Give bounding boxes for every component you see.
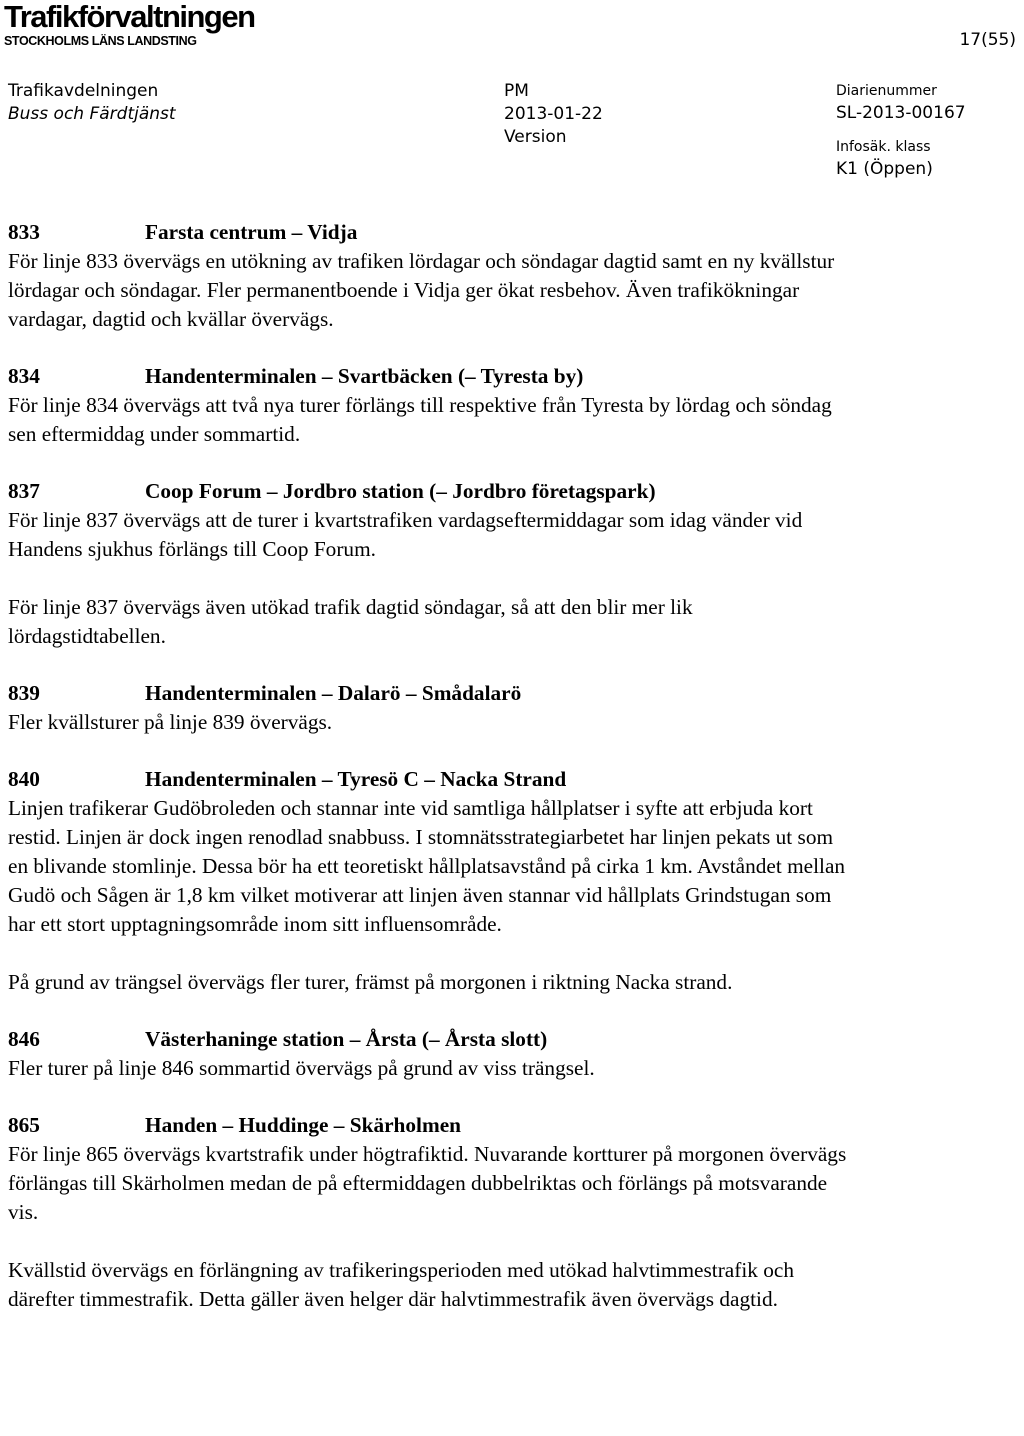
logo-subtitle: STOCKHOLMS LÄNS LANDSTING xyxy=(4,34,197,48)
unit-name: Buss och Färdtjänst xyxy=(8,104,176,124)
route-title: Farsta centrum – Vidja xyxy=(145,220,358,244)
route-title: Handenterminalen – Svartbäcken (– Tyresta by) xyxy=(145,364,584,388)
header-registry-block xyxy=(836,80,966,181)
section-heading xyxy=(8,218,848,247)
document-body xyxy=(8,218,848,1342)
section-paragraph: Fler kvällsturer på linje 839 övervägs. xyxy=(8,710,333,734)
version-label: Version xyxy=(504,127,567,147)
header-document-block xyxy=(504,80,603,149)
route-number: 834 xyxy=(8,364,40,388)
route-section-846 xyxy=(8,1025,848,1083)
header-department-block xyxy=(8,80,176,126)
route-section-865 xyxy=(8,1111,848,1314)
organization-logo xyxy=(4,0,255,48)
route-number: 839 xyxy=(8,681,40,705)
route-title: Handen – Huddinge – Skärholmen xyxy=(145,1113,461,1137)
route-number: 840 xyxy=(8,767,40,791)
document-date: 2013-01-22 xyxy=(504,104,603,124)
section-paragraph: För linje 837 övervägs även utökad trafik dagtid söndagar, så att den blir mer lik lördagstidtabellen. xyxy=(8,595,693,648)
route-number: 837 xyxy=(8,479,40,503)
route-section-837 xyxy=(8,477,848,651)
section-heading xyxy=(8,765,848,794)
classification-value: K1 (Öppen) xyxy=(836,159,933,179)
section-paragraph: Fler turer på linje 846 sommartid övervägs på grund av viss trängsel. xyxy=(8,1056,595,1080)
logo-title: Trafikförvaltningen xyxy=(4,0,255,34)
section-heading xyxy=(8,362,848,391)
classification-label: Infosäk. klass xyxy=(836,139,931,155)
section-paragraph: Kvällstid övervägs en förlängning av trafikeringsperioden med utökad halvtimmestrafik och därefter timmestrafik. Detta gäller även helger där halvtimmestrafik även övervägs dagtid. xyxy=(8,1258,794,1311)
section-paragraph: På grund av trängsel övervägs fler turer, främst på morgonen i riktning Nacka strand. xyxy=(8,970,733,994)
route-title: Handenterminalen – Dalarö – Smådalarö xyxy=(145,681,522,705)
document-type: PM xyxy=(504,81,529,101)
route-section-834 xyxy=(8,362,848,449)
section-heading xyxy=(8,1025,848,1054)
route-title: Coop Forum – Jordbro station (– Jordbro företagspark) xyxy=(145,479,656,503)
section-paragraph: Linjen trafikerar Gudöbroleden och stannar inte vid samtliga hållplatser i syfte att erbjuda kort restid. Linjen är dock ingen renodlad snabbuss. I stomnätsstrategiarbetet har linjen pekats ut som en blivande stomlinje. Dessa bör ha ett teoretiskt hållplatsavstånd på cirka 1 km. Avståndet mellan Gudö och Sågen är 1,8 km vilket motiverar att linjen även stannar vid hållplats Grindstugan som har ett stort upptagningsområde inom sitt influensområde. xyxy=(8,796,846,936)
section-heading xyxy=(8,679,848,708)
route-section-839 xyxy=(8,679,848,737)
page-number: 17(55) xyxy=(959,30,1016,50)
route-number: 833 xyxy=(8,220,40,244)
section-paragraph: För linje 865 övervägs kvartstrafik under högtrafiktid. Nuvarande kortturer på morgonen övervägs förlängas till Skärholmen medan de på eftermiddagen dubbelriktas och förlängs på motsvarande vis. xyxy=(8,1142,847,1224)
diary-number-label: Diarienummer xyxy=(836,83,937,99)
section-paragraph: För linje 833 övervägs en utökning av trafiken lördagar och söndagar dagtid samt en ny kvällstur lördagar och söndagar. Fler permanentboende i Vidja ger ökat resbehov. Även trafikökningar vardagar, dagtid och kvällar övervägs. xyxy=(8,249,835,331)
route-section-840 xyxy=(8,765,848,997)
section-paragraph: För linje 834 övervägs att två nya turer förlängs till respektive från Tyresta by lördag och söndag sen eftermiddag under sommartid. xyxy=(8,393,832,446)
route-number: 865 xyxy=(8,1113,40,1137)
route-title: Handenterminalen – Tyresö C – Nacka Strand xyxy=(145,767,567,791)
diary-number: SL-2013-00167 xyxy=(836,103,966,123)
department-name: Trafikavdelningen xyxy=(8,81,159,101)
route-title: Västerhaninge station – Årsta (– Årsta slott) xyxy=(145,1027,548,1051)
section-heading xyxy=(8,477,848,506)
route-number: 846 xyxy=(8,1027,40,1051)
section-heading xyxy=(8,1111,848,1140)
route-section-833 xyxy=(8,218,848,334)
section-paragraph: För linje 837 övervägs att de turer i kvartstrafiken vardagseftermiddagar som idag vänder vid Handens sjukhus förlängs till Coop Forum. xyxy=(8,508,803,561)
